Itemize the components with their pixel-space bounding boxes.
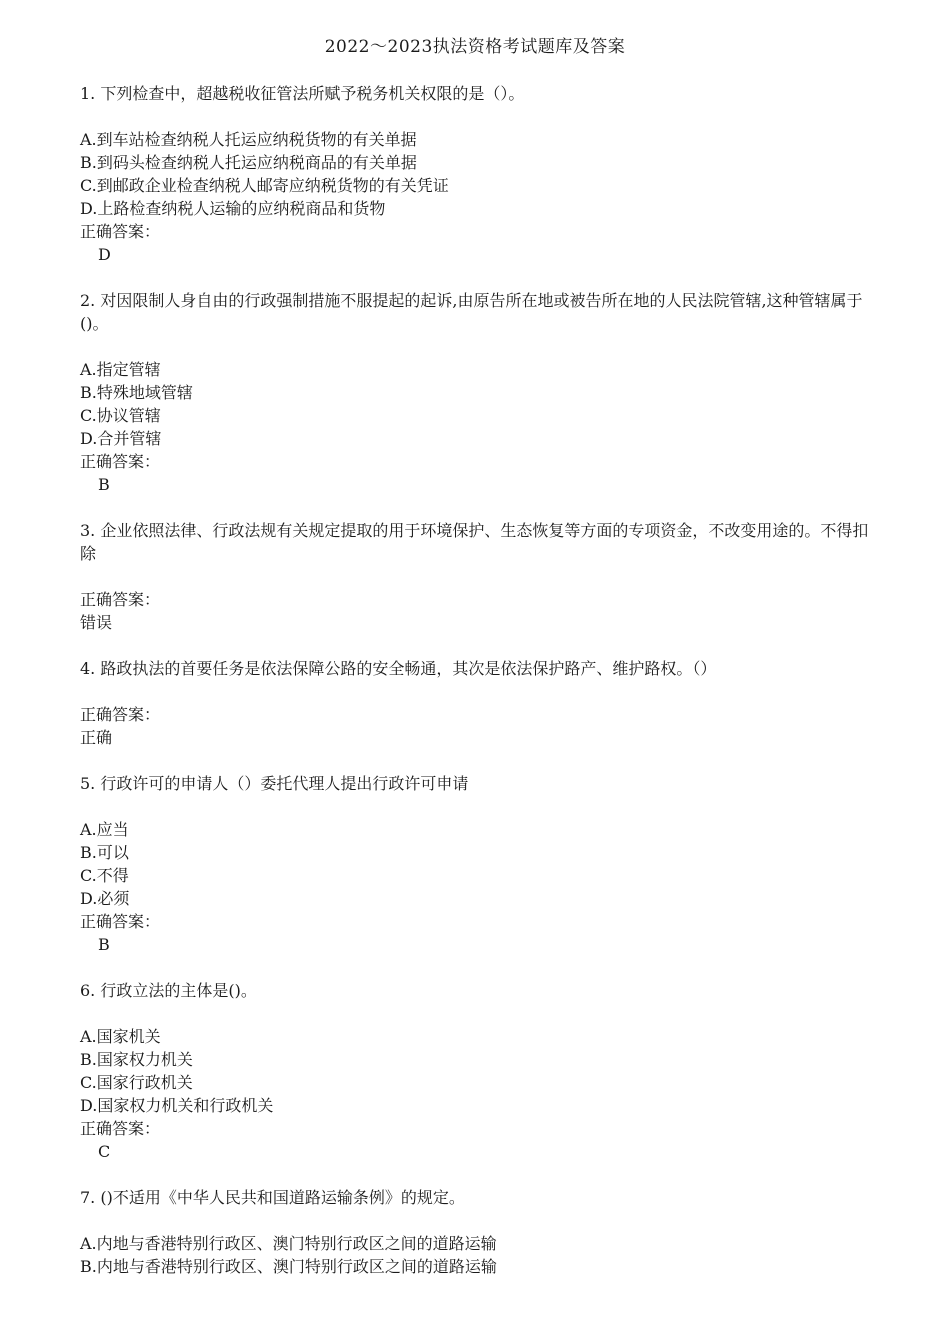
answer-label: 正确答案： <box>80 705 161 724</box>
question-item <box>80 657 870 772</box>
option-text: B.可以 <box>80 843 129 862</box>
answer-label: 正确答案： <box>80 452 161 471</box>
answer-value: B <box>98 475 110 494</box>
answer-label: 正确答案： <box>80 222 161 241</box>
question-text: 3. 企业依照法律、行政法规有关规定提取的用于环境保护、生态恢复等方面的专项资金，不改变用途的。不得扣除 <box>80 521 869 563</box>
option-text: A.国家机关 <box>80 1027 161 1046</box>
question-text: 7. ()不适用《中华人民共和国道路运输条例》的规定。 <box>80 1188 465 1207</box>
question-text: 6. 行政立法的主体是()。 <box>80 981 257 1000</box>
answer-value: 正确 <box>80 728 113 747</box>
question-text: 2. 对因限制人身自由的行政强制措施不服提起的起诉,由原告所在地或被告所在地的人民法院管辖,这种管辖属于()。 <box>80 291 863 333</box>
option-text: C.协议管辖 <box>80 406 161 425</box>
option-text: B.特殊地域管辖 <box>80 383 193 402</box>
answer-value: B <box>98 935 110 954</box>
document-title: 2022～2023执法资格考试题库及答案 <box>324 37 626 57</box>
question-list <box>80 82 870 1278</box>
option-text: B.内地与香港特别行政区、澳门特别行政区之间的道路运输 <box>80 1257 497 1276</box>
question-text: 1. 下列检查中，超越税收征管法所赋予税务机关权限的是（）。 <box>80 84 525 103</box>
option-text: A.到车站检查纳税人托运应纳税货物的有关单据 <box>80 130 417 149</box>
answer-value: D <box>98 245 111 264</box>
question-text: 4. 路政执法的首要任务是依法保障公路的安全畅通，其次是依法保护路产、维护路权。（） <box>80 659 717 678</box>
option-text: B.国家权力机关 <box>80 1050 193 1069</box>
question-item <box>80 519 870 657</box>
answer-label: 正确答案： <box>80 912 161 931</box>
answer-value: 错误 <box>80 613 113 632</box>
option-text: A.指定管辖 <box>80 360 161 379</box>
option-text: C.不得 <box>80 866 129 885</box>
option-text: D.必须 <box>80 889 130 908</box>
question-text: 5. 行政许可的申请人（）委托代理人提出行政许可申请 <box>80 774 469 793</box>
answer-label: 正确答案： <box>80 1119 161 1138</box>
question-item <box>80 289 870 519</box>
option-text: C.国家行政机关 <box>80 1073 193 1092</box>
option-text: D.国家权力机关和行政机关 <box>80 1096 274 1115</box>
option-text: C.到邮政企业检查纳税人邮寄应纳税货物的有关凭证 <box>80 176 449 195</box>
answer-label: 正确答案： <box>80 590 161 609</box>
option-text: A.内地与香港特别行政区、澳门特别行政区之间的道路运输 <box>80 1234 497 1253</box>
question-item <box>80 82 870 289</box>
answer-value: C <box>98 1142 111 1161</box>
question-item <box>80 979 870 1186</box>
option-text: D.上路检查纳税人运输的应纳税商品和货物 <box>80 199 386 218</box>
option-text: B.到码头检查纳税人托运应纳税商品的有关单据 <box>80 153 417 172</box>
question-item <box>80 772 870 979</box>
question-item <box>80 1186 870 1278</box>
option-text: D.合并管辖 <box>80 429 162 448</box>
option-text: A.应当 <box>80 820 129 839</box>
